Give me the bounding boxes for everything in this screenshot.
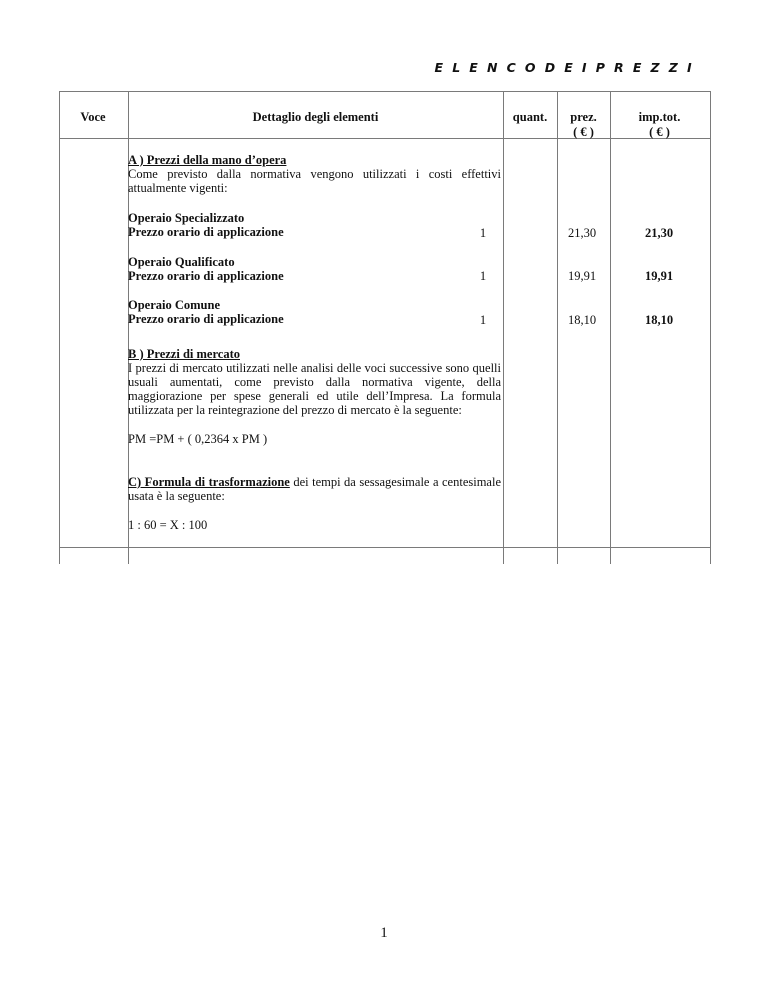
quantity-value: 1 bbox=[479, 226, 487, 240]
total-value: 18,10 bbox=[644, 313, 674, 327]
column-divider bbox=[503, 547, 504, 564]
row-label: Prezzo orario di applicazione bbox=[128, 269, 284, 283]
row-name: Operaio Comune bbox=[128, 298, 221, 312]
header-dettaglio: Dettaglio degli elementi bbox=[252, 110, 379, 124]
section-b-formula: PM =PM + ( 0,2364 x PM ) bbox=[128, 432, 268, 446]
header-prez-label: prez. bbox=[570, 110, 597, 124]
section-b-text: I prezzi di mercato utilizzati nelle analisi delle voci successive sono quelli usuali aumentati, come previsto dalla normativa vigente, della maggiorazione per spese generali ed utile dell’Impresa. La formula utilizzata per la reintegrazione del prezzo di mercato è la seguente: bbox=[128, 361, 501, 417]
total-value: 19,91 bbox=[644, 269, 674, 283]
row-label: Prezzo orario di applicazione bbox=[128, 312, 284, 326]
column-divider bbox=[610, 92, 611, 547]
section-a bbox=[128, 153, 501, 195]
price-value: 19,91 bbox=[567, 269, 597, 283]
header-imptot-unit: ( € ) bbox=[649, 125, 670, 139]
price-value: 21,30 bbox=[567, 226, 597, 240]
section-c-text: dei tempi da sessagesimale a centesimale usata è la seguente: bbox=[128, 475, 501, 503]
row-name: Operaio Qualificato bbox=[128, 255, 235, 269]
row-label: Prezzo orario di applicazione bbox=[128, 225, 284, 239]
header-imptot bbox=[610, 110, 709, 140]
header-imptot-label: imp.tot. bbox=[638, 110, 681, 124]
column-divider bbox=[128, 547, 129, 564]
header-voce: Voce bbox=[80, 110, 106, 124]
section-a-text: Come previsto dalla normativa vengono utilizzati i costi effettivi attualmente vigenti: bbox=[128, 167, 501, 195]
section-b-heading: B ) Prezzi di mercato bbox=[128, 347, 240, 361]
column-divider bbox=[610, 547, 611, 564]
section-b bbox=[128, 347, 501, 417]
column-divider bbox=[557, 547, 558, 564]
row-name: Operaio Specializzato bbox=[128, 211, 245, 225]
quantity-value: 1 bbox=[479, 269, 487, 283]
row-specializzato bbox=[128, 211, 501, 239]
header-prez-unit: ( € ) bbox=[573, 125, 594, 139]
total-value: 21,30 bbox=[644, 226, 674, 240]
page-number: 1 bbox=[380, 925, 388, 941]
header-quant: quant. bbox=[512, 110, 548, 124]
document-title: E L E N C O D E I P R E Z Z I bbox=[434, 60, 694, 75]
bottom-divider bbox=[60, 547, 710, 548]
section-c bbox=[128, 475, 501, 503]
column-divider bbox=[503, 92, 504, 547]
header-prez bbox=[557, 110, 610, 140]
section-a-heading: A ) Prezzi della mano d’opera bbox=[128, 153, 287, 167]
price-value: 18,10 bbox=[567, 313, 597, 327]
row-qualificato bbox=[128, 255, 501, 283]
section-c-heading: C) Formula di trasformazione bbox=[128, 475, 290, 489]
quantity-value: 1 bbox=[479, 313, 487, 327]
section-c-formula: 1 : 60 = X : 100 bbox=[128, 518, 208, 532]
row-comune bbox=[128, 298, 501, 326]
